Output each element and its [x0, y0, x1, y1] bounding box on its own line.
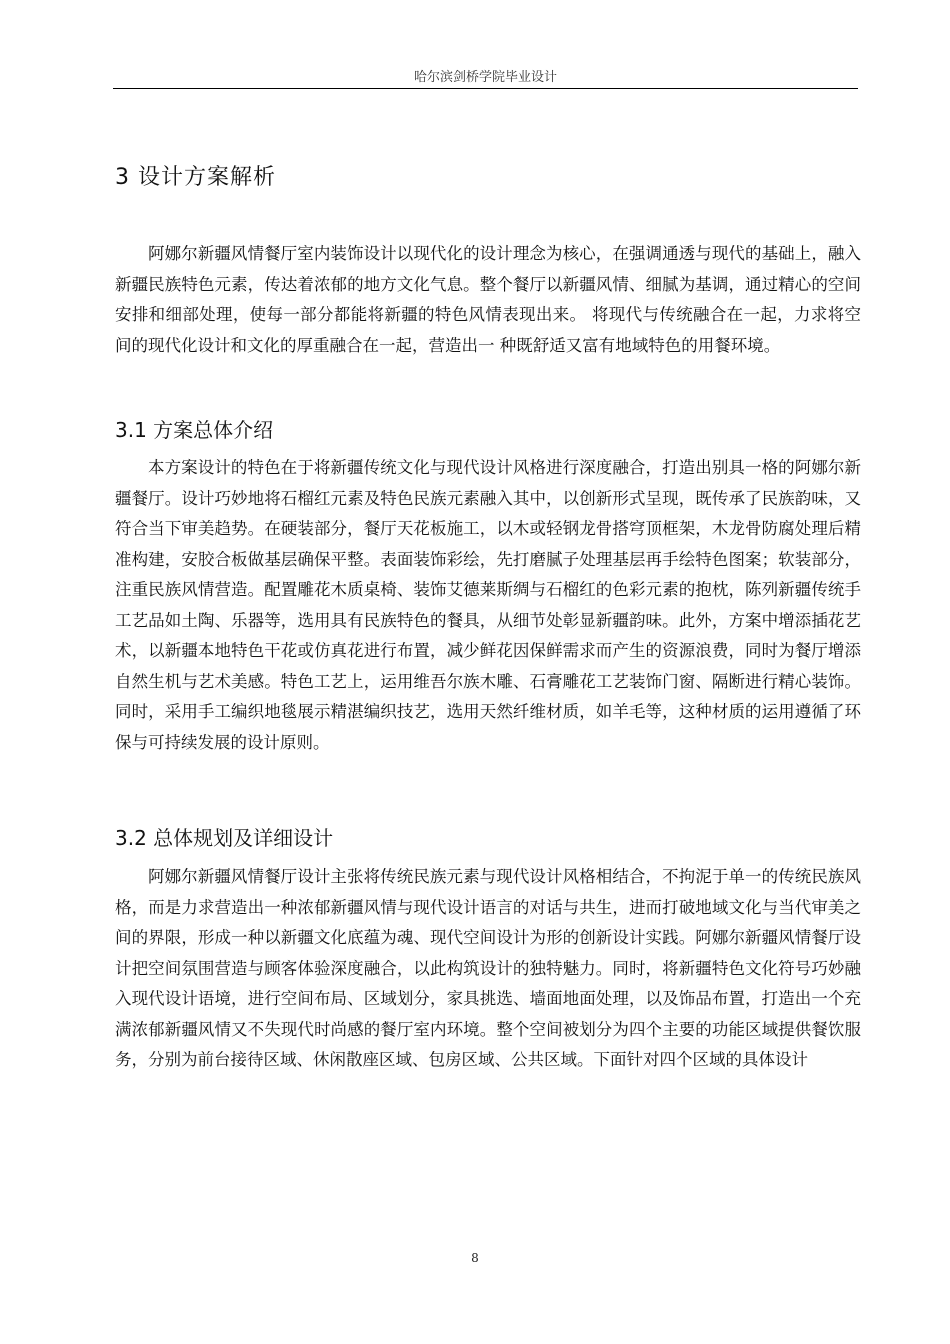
section-3-2-paragraph: 阿娜尔新疆风情餐厅设计主张将传统民族元素与现代设计风格相结合，不拘泥于单一的传统民族风格，而是力求营造出一种浓郁新疆风情与现代设计语言的对话与共生，进而打破地域文化与当代审美之间的界限，形成一种以新疆文化底蕴为魂、现代空间设计为形的创新设计实践。阿娜尔新疆风情餐厅设计把空间氛围营造与顾客体验深度融合，以此构筑设计的独特魅力。同时，将新疆特色文化符号巧妙融入现代设计语境，进行空间布局、区域划分，家具挑选、墙面地面处理，以及饰品布置，打造出一个充满浓郁新疆风情又不失现代时尚感的餐厅室内环境。整个空间被划分为四个主要的功能区域提供餐饮服务，分别为前台接待区域、休闲散座区域、包房区域、公共区域。下面针对四个区域的具体设计 — [115, 867, 861, 1069]
section-3-1-heading: 3.1 方案总体介绍 — [115, 418, 274, 442]
intro-paragraph: 阿娜尔新疆风情餐厅室内装饰设计以现代化的设计理念为核心，在强调通透与现代的基础上，融入新疆民族特色元素，传达着浓郁的地方文化气息。整个餐厅以新疆风情、细腻为基调，通过精心的空间安排和细部处理，使每一部分都能将新疆的特色风情表现出来。 将现代与传统融合在一起，力求将空间的现代化设计和文化的厚重融合在一起，营造出一 种既舒适又富有地域特色的用餐环境。 — [115, 244, 861, 355]
section-3-2-heading: 3.2 总体规划及详细设计 — [115, 826, 334, 850]
chapter-heading: 3 设计方案解析 — [115, 165, 276, 190]
section-3-1-paragraph: 本方案设计的特色在于将新疆传统文化与现代设计风格进行深度融合，打造出别具一格的阿娜尔新疆餐厅。设计巧妙地将石榴红元素及特色民族元素融入其中，以创新形式呈现，既传承了民族韵味，又符合当下审美趋势。在硬装部分，餐厅天花板施工，以木或轻钢龙骨搭穹顶框架，木龙骨防腐处理后精准构建，安胶合板做基层确保平整。表面装饰彩绘，先打磨腻子处理基层再手绘特色图案；软装部分，注重民族风情营造。配置雕花木质桌椅、装饰艾德莱斯绸与石榴红的色彩元素的抱枕，陈列新疆传统手工艺品如土陶、乐器等，选用具有民族特色的餐具，从细节处彰显新疆韵味。此外，方案中增添插花艺术，以新疆本地特色干花或仿真花进行布置，减少鲜花因保鲜需求而产生的资源浪费，同时为餐厅增添自然生机与艺术美感。特色工艺上，运用维吾尔族木雕、石膏雕花工艺装饰门窗、隔断进行精心装饰。同时，采用手工编织地毯展示精湛编织技艺，选用天然纤维材质，如羊毛等，这种材质的运用遵循了环保与可持续发展的设计原则。 — [115, 458, 861, 752]
page-number: 8 — [471, 1251, 479, 1265]
header-divider — [113, 88, 858, 89]
running-header: 哈尔滨剑桥学院毕业设计 — [413, 70, 557, 85]
